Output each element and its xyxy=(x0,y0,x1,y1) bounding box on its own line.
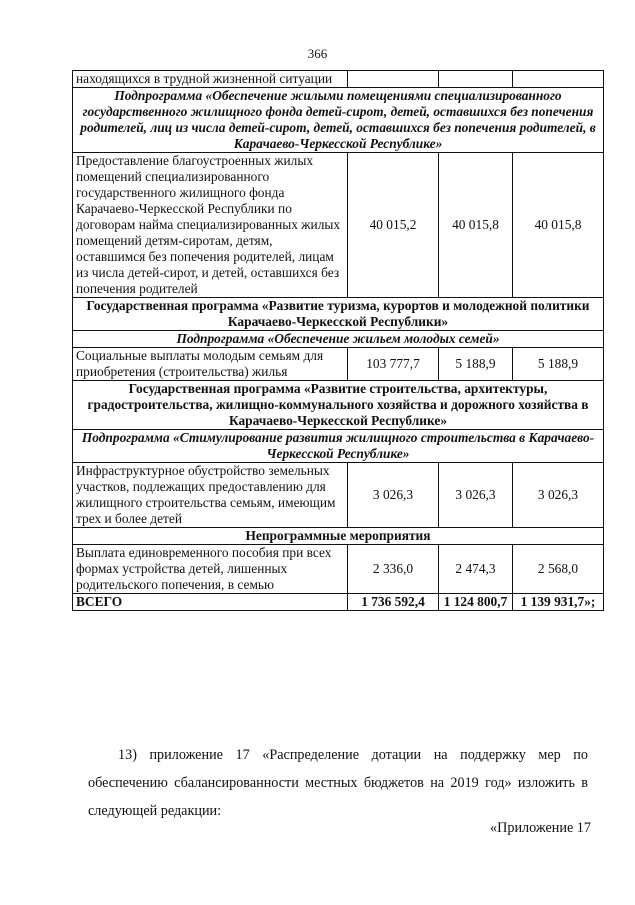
program-title: Государственная программа «Развитие строительства, архитектуры, градостроительства, жилищно-коммунального хозяйства и дорожного хозяйства в Карачаево-Черкесской Республике» xyxy=(73,381,604,430)
subprogram-title: Подпрограмма «Обеспечение жилыми помещениями специализированного государственного жилищного фонда детей-сирот, детей, оставшихся без попечения родителей, лиц из числа детей-сирот, детей, оставшихся без попечения родителей, в Карачаево-Черкесской Республике» xyxy=(73,88,604,153)
value-cell: 5 188,9 xyxy=(513,348,604,381)
value-cell: 40 015,8 xyxy=(439,153,513,298)
value-cell: 40 015,8 xyxy=(513,153,604,298)
budget-table xyxy=(72,70,604,611)
value-cell: 40 015,2 xyxy=(348,153,439,298)
program-title: Государственная программа «Развитие туризма, курортов и молодежной политики Карачаево-Черкесской Республики» xyxy=(73,298,604,331)
subprogram-title: Подпрограмма «Стимулирование развития жилищного строительства в Карачаево-Черкесской Республике» xyxy=(73,430,604,463)
total-value: 1 736 592,4 xyxy=(348,594,439,611)
item-description: Выплата единовременного пособия при всех формах устройства детей, лишенных родительского попечения, в семью xyxy=(73,545,348,594)
page-number: 366 xyxy=(307,46,328,61)
appendix-label: «Приложение 17 xyxy=(490,820,591,836)
item-description: Инфраструктурное обустройство земельных участков, подлежащих предоставлению для жилищного строительства семьям, имеющим трех и более детей xyxy=(73,463,348,528)
total-row xyxy=(73,594,604,611)
item-description: Предоставление благоустроенных жилых помещений специализированного государственного жилищного фонда Карачаево-Черкесской Республики по договорам найма специализированных жилых помещений детям-сиротам, детям, оставшимся без попечения родителей, лицам из числа детей-сирот, и детей, оставшихся без попечения родителей xyxy=(73,153,348,298)
value-cell: 2 336,0 xyxy=(348,545,439,594)
table-row xyxy=(73,348,604,381)
subprogram-header-row xyxy=(73,430,604,463)
table-row xyxy=(73,545,604,594)
value-cell: 103 777,7 xyxy=(348,348,439,381)
value-cell xyxy=(348,71,439,88)
total-value: 1 124 800,7 xyxy=(439,594,513,611)
value-cell: 3 026,3 xyxy=(348,463,439,528)
program-header-row xyxy=(73,298,604,331)
table-row xyxy=(73,71,604,88)
program-header-row xyxy=(73,381,604,430)
program-title: Непрограммные мероприятия xyxy=(73,528,604,545)
total-value: 1 139 931,7»; xyxy=(513,594,604,611)
value-cell xyxy=(439,71,513,88)
item-description: Социальные выплаты молодым семьям для приобретения (строительства) жилья xyxy=(73,348,348,381)
value-cell: 2 568,0 xyxy=(513,545,604,594)
item-description: находящихся в трудной жизненной ситуации xyxy=(73,71,348,88)
program-header-row xyxy=(73,528,604,545)
amendment-paragraph: 13) приложение 17 «Распределение дотации на поддержку мер по обеспечению сбалансированности местных бюджетов на 2019 год» изложить в следующей редакции: xyxy=(88,747,588,819)
table-row xyxy=(73,153,604,298)
total-label: ВСЕГО xyxy=(73,594,348,611)
value-cell: 3 026,3 xyxy=(439,463,513,528)
subprogram-title: Подпрограмма «Обеспечение жильем молодых семей» xyxy=(73,331,604,348)
table-row xyxy=(73,463,604,528)
value-cell: 5 188,9 xyxy=(439,348,513,381)
subprogram-header-row xyxy=(73,88,604,153)
value-cell xyxy=(513,71,604,88)
value-cell: 2 474,3 xyxy=(439,545,513,594)
subprogram-header-row xyxy=(73,331,604,348)
value-cell: 3 026,3 xyxy=(513,463,604,528)
